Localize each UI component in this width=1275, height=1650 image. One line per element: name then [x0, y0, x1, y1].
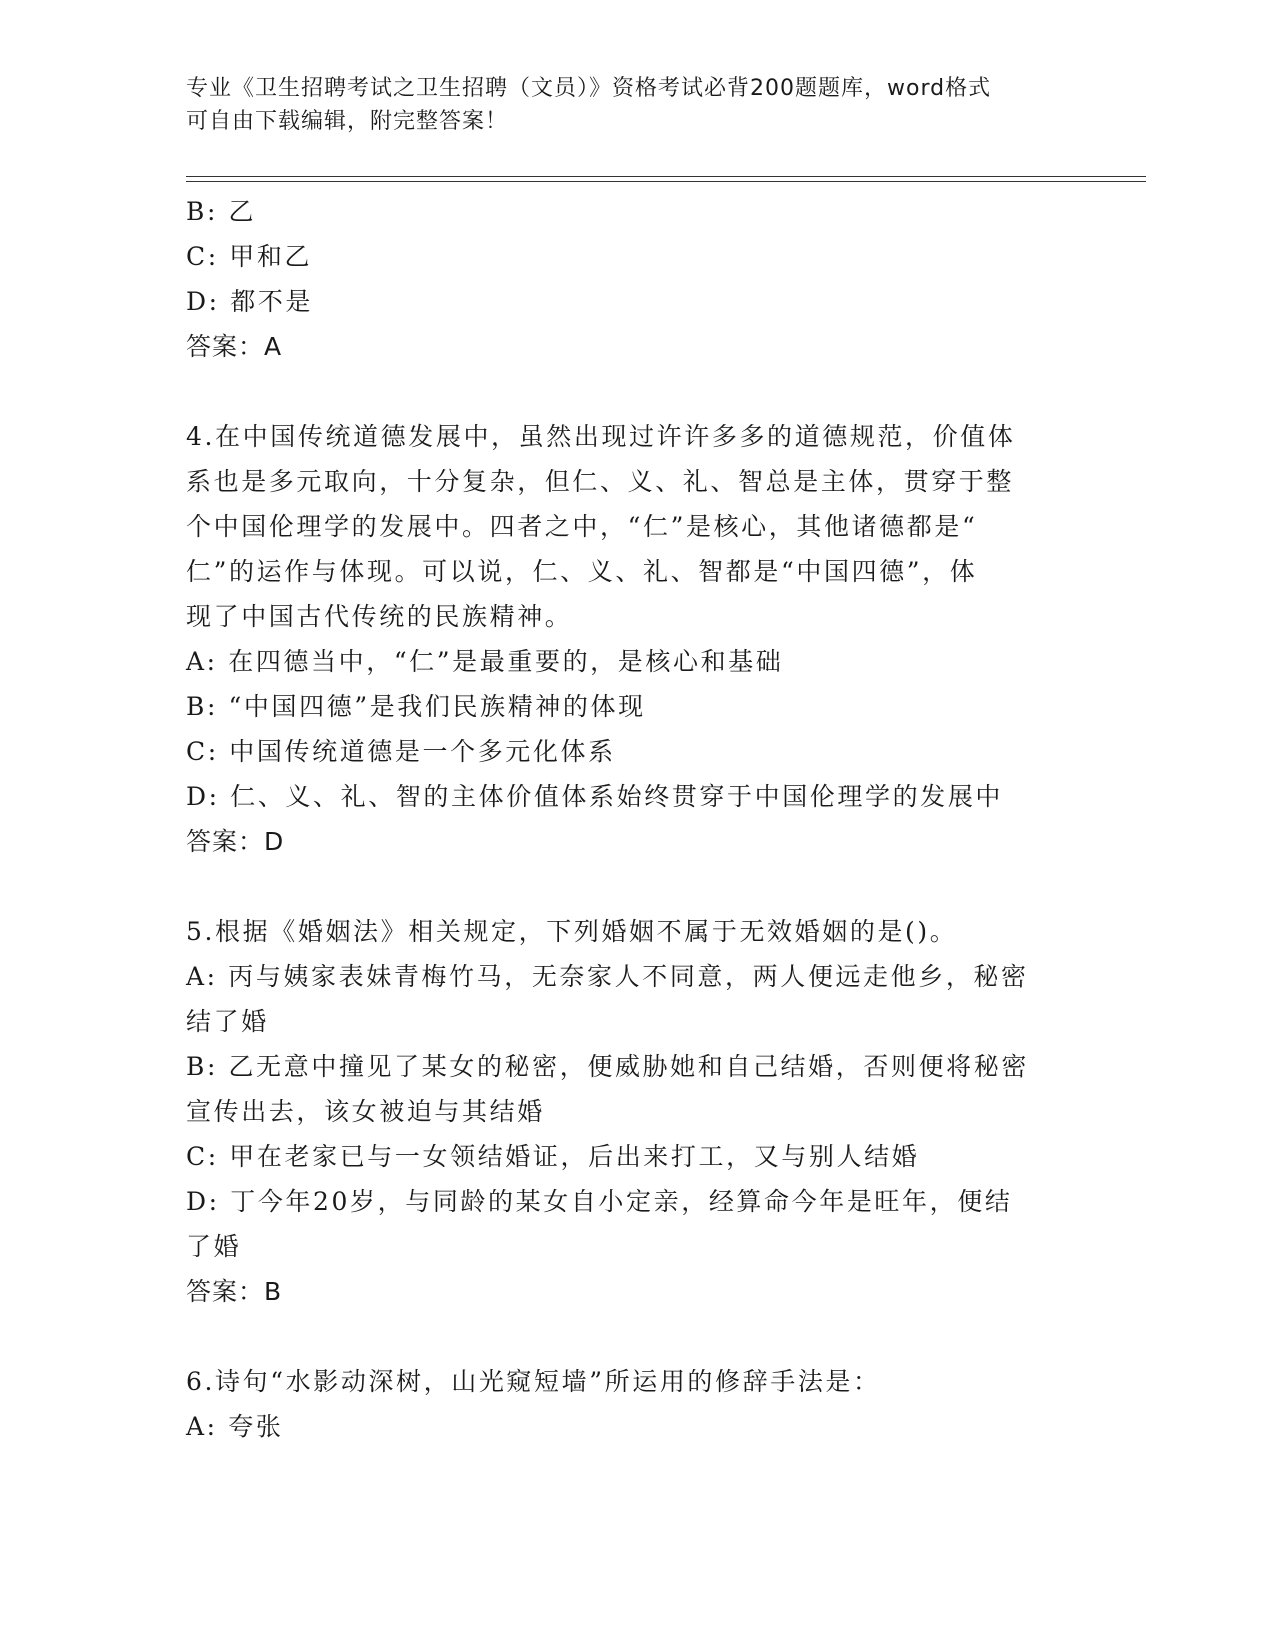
option-a: A: 在四德当中，“仁”是最重要的，是核心和基础 — [186, 647, 784, 676]
question-5 — [186, 909, 1066, 1314]
question-content — [186, 189, 1066, 1449]
answer: 答案：A — [186, 332, 283, 361]
option-b: B: 乙无意中撞见了某女的秘密，便威胁她和自己结婚，否则便将秘密 — [186, 1052, 1029, 1081]
question-6 — [186, 1359, 1066, 1449]
option-b-continued: 宣传出去，该女被迫与其结婚 — [186, 1097, 545, 1126]
option-c: C: 甲和乙 — [186, 242, 313, 271]
question-3-continued — [186, 189, 1066, 369]
header-rule-top — [186, 176, 1146, 177]
option-d: D: 都不是 — [186, 287, 314, 316]
question-stem-line: 系也是多元取向，十分复杂，但仁、义、礼、智总是主体，贯穿于整 — [186, 467, 1015, 496]
question-stem-line: 仁”的运作与体现。可以说，仁、义、礼、智都是“中国四德”，体 — [186, 557, 978, 586]
option-c: C: 甲在老家已与一女领结婚证，后出来打工，又与别人结婚 — [186, 1142, 920, 1171]
question-4 — [186, 414, 1066, 864]
option-a: A: 丙与姨家表妹青梅竹马，无奈家人不同意，两人便远走他乡，秘密 — [186, 962, 1029, 991]
question-stem-line: 现了中国古代传统的民族精神。 — [186, 602, 573, 631]
header-rule-bottom — [186, 181, 1146, 182]
question-stem-line: 个中国伦理学的发展中。四者之中，“仁”是核心，其他诸德都是“ — [186, 512, 978, 541]
option-a: A: 夸张 — [186, 1412, 284, 1441]
option-b: B: 乙 — [186, 197, 257, 226]
answer: 答案：D — [186, 827, 285, 856]
spacer — [186, 864, 1066, 909]
header-line-2: 可自由下载编辑，附完整答案！ — [186, 109, 509, 134]
option-a-continued: 结了婚 — [186, 1007, 269, 1036]
spacer — [186, 369, 1066, 414]
option-b: B: “中国四德”是我们民族精神的体现 — [186, 692, 646, 721]
question-stem: 5.根据《婚姻法》相关规定，下列婚姻不属于无效婚姻的是()。 — [186, 917, 958, 946]
question-stem-line: 4.在中国传统道德发展中，虽然出现过许许多多的道德规范，价值体 — [186, 422, 1016, 451]
option-c: C: 中国传统道德是一个多元化体系 — [186, 737, 616, 766]
option-d: D: 丁今年20岁，与同龄的某女自小定亲，经算命今年是旺年，便结 — [186, 1187, 1013, 1216]
option-d: D: 仁、义、礼、智的主体价值体系始终贯穿于中国伦理学的发展中 — [186, 782, 1004, 811]
spacer — [186, 1314, 1066, 1359]
option-d-continued: 了婚 — [186, 1232, 242, 1261]
header-line-1: 专业《卫生招聘考试之卫生招聘（文员）》资格考试必背200题题库，word格式 — [186, 76, 992, 101]
question-stem: 6.诗句“水影动深树，山光窥短墙”所运用的修辞手法是： — [186, 1367, 881, 1396]
answer: 答案：B — [186, 1277, 283, 1306]
page-header — [186, 72, 1086, 138]
